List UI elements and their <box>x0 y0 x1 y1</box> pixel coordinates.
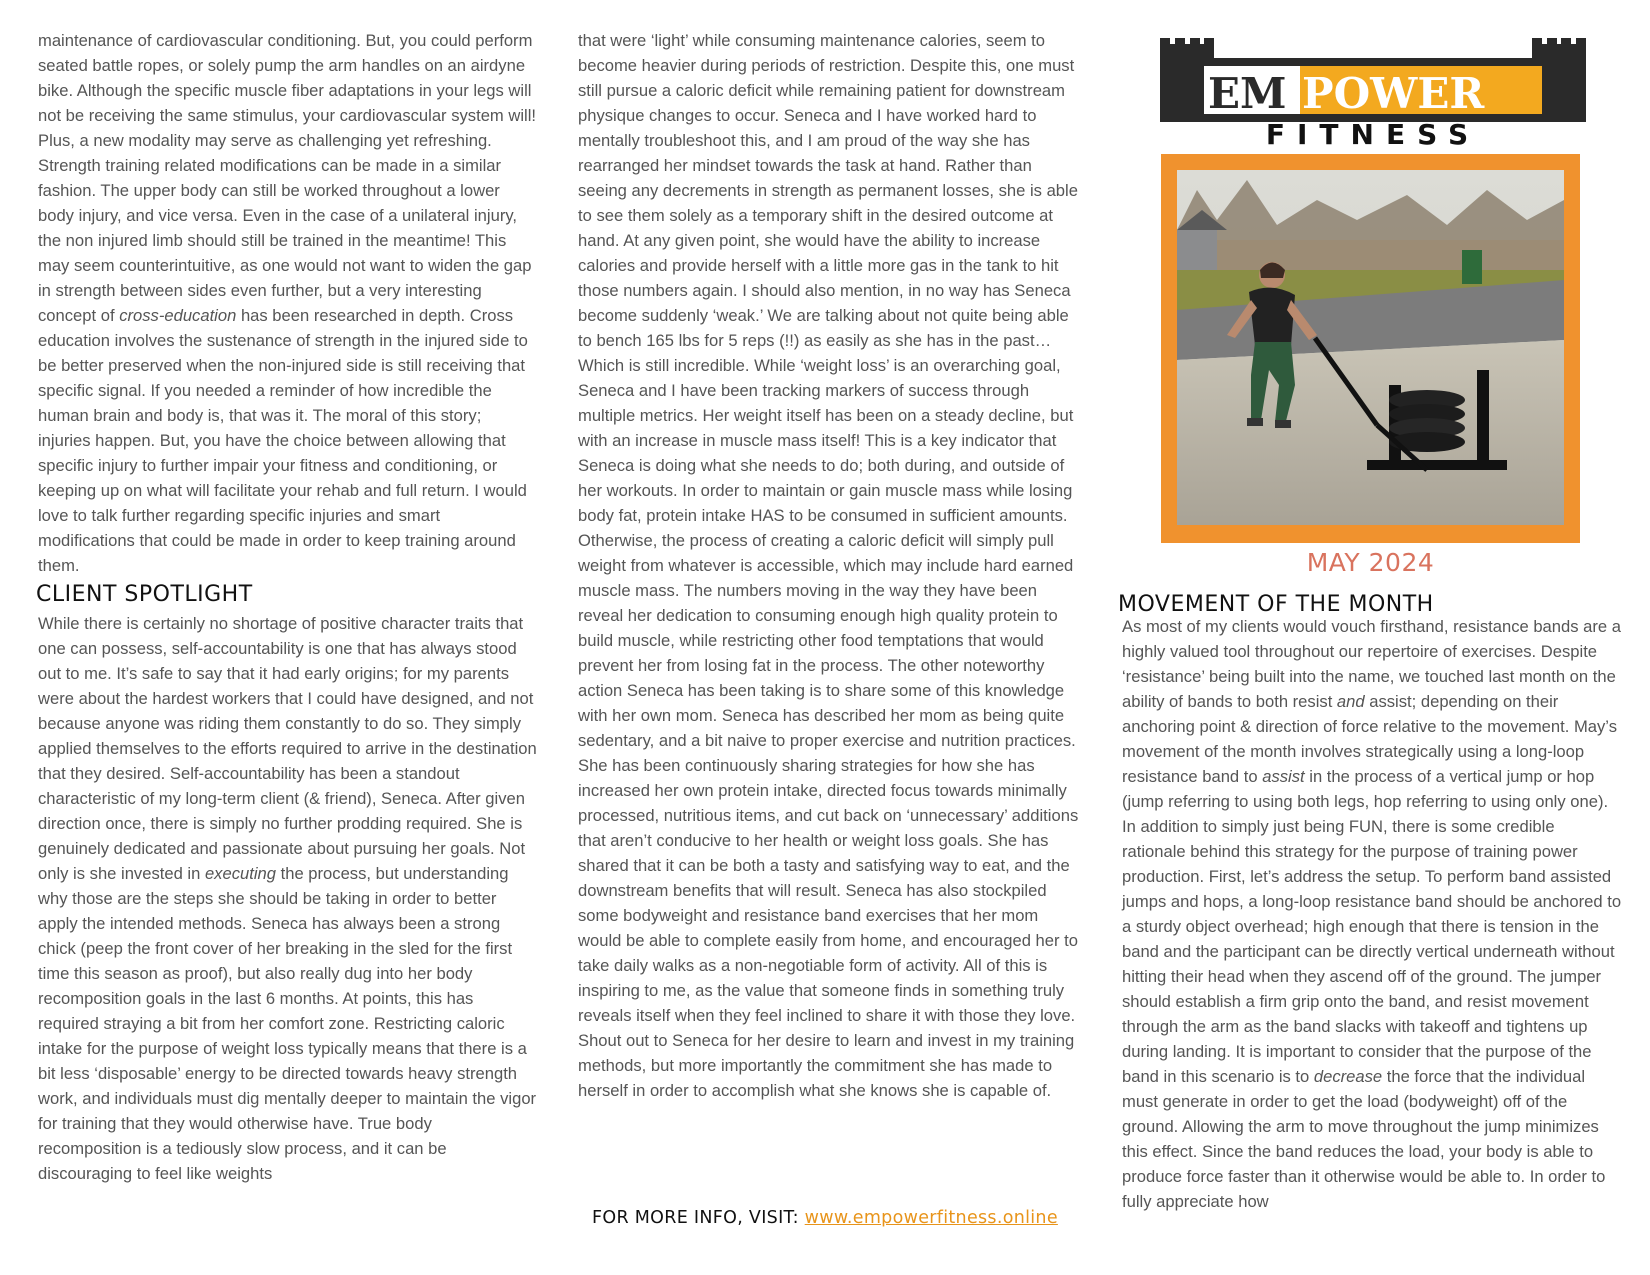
column-2 <box>578 28 1080 1103</box>
emphasis-text: assist <box>1262 767 1305 786</box>
logo-text-fitness: FITNESS <box>1265 118 1481 148</box>
sled-push-photo <box>1177 170 1564 525</box>
logo-text-em: EM <box>1208 69 1287 118</box>
website-link[interactable]: www.empowerfitness.online <box>804 1208 1058 1228</box>
section-heading-movement-of-the-month: MOVEMENT OF THE MONTH <box>1118 592 1434 617</box>
emphasis-text: executing <box>204 864 276 883</box>
column-1 <box>38 28 538 1186</box>
logo-text-power: POWER <box>1302 69 1485 118</box>
empower-fitness-logo <box>1160 36 1586 148</box>
body-paragraph: maintenance of cardiovascular conditioning. But, you could perform seated battle ropes, or solely pump the arm handles on an airdyne bike. Although the specific muscle fiber adaptations in your legs will not be receiving the same stimulus, your cardiovascular system will! Plus, a new modality may serve as challenging yet refreshing. Strength training related modifications can be made in a similar fashion. The upper body can still be worked throughout a lower body injury, and vice versa. Even in the case of a unilateral injury, the non injured limb should still be trained in the meantime! This may seem counterintuitive, as one would not want to widen the gap in strength between sides even further, but a very interesting concept of cross-education has been researched in depth. Cross education involves the sustenance of strength in the injured side to be better preserved when the non-injured side is still receiving that specific signal. If you needed a reminder of how incredible the human brain and body is, that was it. The moral of this story; injuries happen. But, you have the choice between allowing that specific injury to further impair your fitness and conditioning, or keeping up on what will facilitate your rehab and full return. I would love to talk further regarding specific injuries and smart modifications that could be made in order to keep training around them. <box>38 31 537 575</box>
body-paragraph: While there is certainly no shortage of positive character traits that one can possess, self-accountability is one that has always stood out to me. It’s safe to say that it had early origins; for my parents were about the hardest workers that I could have designed, and not because anyone was riding them constantly to do so. They simply applied themselves to the efforts required to arrive in the destination that they desired. Self-accountability has been a standout characteristic of my long-term client (& friend), Seneca. After given direction once, there is simply no further prodding required. She is genuinely dedicated and passionate about pursuing her goals. Not only is she invested in executing the process, but understanding why those are the steps she should be taking in order to better apply the intended methods. Seneca has always been a strong chick (peep the front cover of her breaking in the sled for the first time this season as proof), but also really dug into her body recomposition goals in the last 6 months. At points, this has required straying a bit from her comfort zone. Restricting caloric intake for the purpose of weight loss typically means that there is a bit less ‘disposable’ energy to be directed towards heavy strength work, and individuals must dig mentally deeper to maintain the vigor for training that they would otherwise have. True body recomposition is a tediously slow process, and it can be discouraging to feel like weights <box>38 614 537 1183</box>
body-paragraph: As most of my clients would vouch firsthand, resistance bands are a highly valued tool throughout our repertoire of exercises. Despite ‘resistance’ being built into the name, we touched last month on the ability of bands to both resist and assist; depending on their anchoring point & direction of force relative to the movement. May’s movement of the month involves strategically using a long-loop resistance band to assist in the process of a vertical jump or hop (jump referring to using both legs, hop referring to using only one). In addition to simply just being FUN, there is some credible rationale behind this strategy for the purpose of training power production. First, let’s address the setup. To perform band assisted jumps and hops, a long-loop resistance band should be anchored to a sturdy object overhead; high enough that there is tension in the band and the participant can be directly vertical underneath without hitting their head when they ascend off of the ground. The jumper should establish a firm grip onto the band, and resist movement through the arm as the band slacks with takeoff and tightens up during landing. It is important to consider that the purpose of the band in this scenario is to decrease the force that the individual must generate in order to get the load (bodyweight) off of the ground. Allowing the arm to move throughout the jump minimizes this effect. Since the band reduces the load, your body is able to produce force faster than it otherwise would be able to. In order to fully appreciate how <box>1122 617 1622 1211</box>
issue-date: MAY 2024 <box>1306 548 1435 577</box>
movement-of-month-body <box>1122 614 1622 1214</box>
emphasis-text: and <box>1336 692 1365 711</box>
body-paragraph: that were ‘light’ while consuming maintenance calories, seem to become heavier during periods of restriction. Despite this, one must still pursue a caloric deficit while remaining patient for downstream physique changes to occur. Seneca and I have worked hard to mentally troubleshoot this, and I am proud of the way she has rearranged her mindset towards the task at hand. Rather than seeing any decrements in strength as permanent losses, she is able to see them solely as a temporary shift in the desired outcome at hand. At any given point, she would have the ability to increase calories and provide herself with a little more gas in the tank to hit those numbers again. I should also mention, in no way has Seneca become suddenly ‘weak.’ We are talking about not quite being able to bench 165 lbs for 5 reps (!!) as easily as she has in the past…Which is still incredible. While ‘weight loss’ is an overarching goal, Seneca and I have been tracking markers of success through multiple metrics. Her weight itself has been on a steady decline, but with an increase in muscle mass itself! This is a key indicator that Seneca is doing what she needs to do; both during, and outside of her workouts. In order to maintain or gain muscle mass while losing body fat, protein intake HAS to be consumed in sufficient amounts. Otherwise, the process of creating a caloric deficit will simply pull weight from whatever is accessible, which may include hard earned muscle mass. The numbers moving in the way they have been reveal her dedication to consuming enough high quality protein to build muscle, while restricting other food temptations that would prevent her from losing fat in the process. The other noteworthy action Seneca has been taking is to share some of this knowledge with her own mom. Seneca has described her mom as being quite sedentary, and a bit naive to proper exercise and nutrition practices. She has been continuously sharing strategies for how she has increased her own protein intake, directed focus towards minimally processed, nutritious items, and cut back on ‘unnecessary’ additions that aren’t conducive to her health or weight loss goals. She has shared that it can be both a tasty and satisfying way to eat, and the downstream benefits that will result. Seneca has also stockpiled some bodyweight and resistance band exercises that her mom would be able to complete easily from home, and encouraged her to take daily walks as a non-negotiable form of activity. All of this is inspiring to me, as the value that someone finds in something truly reveals itself when they feel inclined to share it with those they love. Shout out to Seneca for her desire to learn and invest in my training methods, but more importantly the commitment she has made to herself in order to accomplish what she knows she is capable of. <box>578 31 1079 1100</box>
footer-label: FOR MORE INFO, VISIT: <box>592 1208 805 1228</box>
emphasis-text: cross-education <box>119 306 237 325</box>
emphasis-text: decrease <box>1313 1067 1383 1086</box>
section-heading-client-spotlight: CLIENT SPOTLIGHT <box>36 582 253 607</box>
footer-info <box>592 1208 1058 1228</box>
cover-photo-frame <box>1161 154 1580 543</box>
